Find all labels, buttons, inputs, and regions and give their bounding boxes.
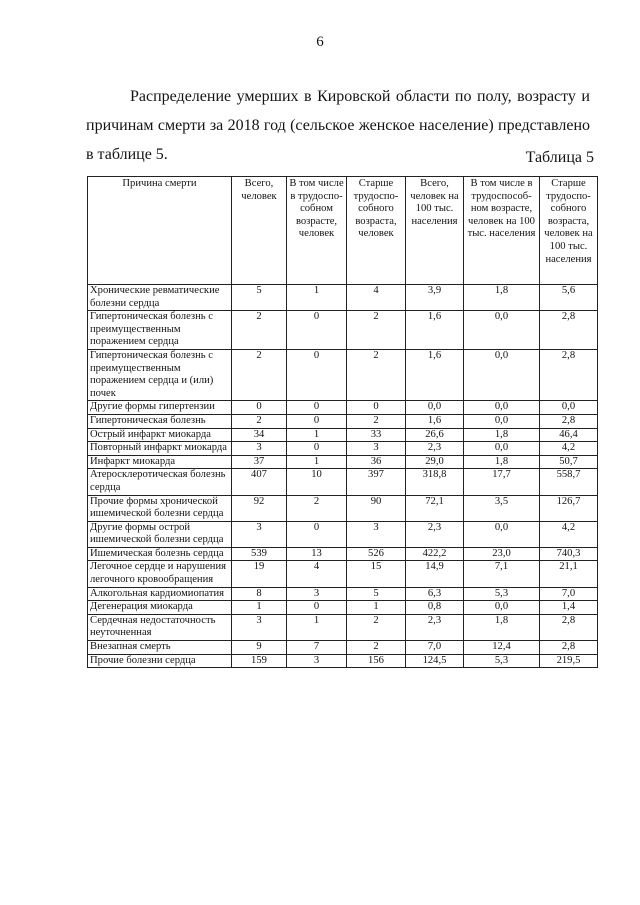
total-rate-cell: 3,9: [406, 285, 464, 311]
total-rate-cell: 26,6: [406, 428, 464, 442]
older-rate-cell: 1,4: [540, 601, 598, 615]
cause-cell: Алкогольная кардиомиопатия: [88, 587, 232, 601]
working-rate-cell: 1,8: [464, 455, 540, 469]
total-rate-cell: 2,3: [406, 442, 464, 456]
working-rate-cell: 0,0: [464, 401, 540, 415]
older-rate-cell: 2,8: [540, 349, 598, 400]
total-rate-cell: 14,9: [406, 561, 464, 587]
table-body: [88, 285, 598, 668]
working-rate-cell: 1,8: [464, 428, 540, 442]
working-rate-cell: 0,0: [464, 349, 540, 400]
working-cell: 0: [287, 401, 347, 415]
cause-cell: Другие формы острой ишемической болезни сердца: [88, 521, 232, 547]
working-cell: 0: [287, 442, 347, 456]
table-row: [88, 455, 598, 469]
total-cell: 2: [232, 349, 287, 400]
total-rate-cell: 29,0: [406, 455, 464, 469]
older-cell: 36: [347, 455, 406, 469]
working-rate-cell: 0,0: [464, 601, 540, 615]
intro-paragraph: Распределение умерших в Кировской области по полу, возрасту и причинам смерти за 2018 год (сельское женское население) представлено в таблице 5.: [86, 88, 590, 163]
older-rate-cell: 558,7: [540, 469, 598, 495]
cause-cell: Внезапная смерть: [88, 641, 232, 655]
older-cell: 526: [347, 547, 406, 561]
column-header-cause: Причина смерти: [88, 177, 232, 285]
cause-cell: Гипертоническая болезнь: [88, 414, 232, 428]
total-rate-cell: 2,3: [406, 614, 464, 640]
total-cell: 539: [232, 547, 287, 561]
total-cell: 3: [232, 442, 287, 456]
cause-cell: Сердечная недостаточность неуточненная: [88, 614, 232, 640]
total-cell: 3: [232, 614, 287, 640]
working-cell: 1: [287, 455, 347, 469]
page-number: 6: [316, 34, 324, 50]
older-cell: 2: [347, 349, 406, 400]
table-row: [88, 469, 598, 495]
working-rate-cell: 0,0: [464, 521, 540, 547]
older-cell: 1: [347, 601, 406, 615]
cause-cell: Легочное сердце и нарушения легочного кровообращения: [88, 561, 232, 587]
table-caption: Таблица 5: [525, 149, 594, 166]
working-rate-cell: 0,0: [464, 414, 540, 428]
table-row: [88, 561, 598, 587]
table-row: [88, 442, 598, 456]
table-row: [88, 641, 598, 655]
total-cell: 2: [232, 414, 287, 428]
cause-cell: Инфаркт миокарда: [88, 455, 232, 469]
column-header-total: Всего, человек: [232, 177, 287, 285]
working-rate-cell: 12,4: [464, 641, 540, 655]
total-cell: 9: [232, 641, 287, 655]
working-cell: 0: [287, 414, 347, 428]
working-cell: 0: [287, 311, 347, 350]
working-cell: 3: [287, 587, 347, 601]
working-rate-cell: 5,3: [464, 587, 540, 601]
working-cell: 0: [287, 521, 347, 547]
total-cell: 1: [232, 601, 287, 615]
working-rate-cell: 7,1: [464, 561, 540, 587]
working-rate-cell: 23,0: [464, 547, 540, 561]
older-cell: 90: [347, 495, 406, 521]
total-cell: 2: [232, 311, 287, 350]
working-cell: 1: [287, 614, 347, 640]
total-cell: 92: [232, 495, 287, 521]
table-row: [88, 285, 598, 311]
older-cell: 3: [347, 521, 406, 547]
table-row: [88, 587, 598, 601]
working-rate-cell: 5,3: [464, 654, 540, 668]
working-rate-cell: 3,5: [464, 495, 540, 521]
older-cell: 5: [347, 587, 406, 601]
total-cell: 407: [232, 469, 287, 495]
older-cell: 2: [347, 641, 406, 655]
mortality-table: [87, 176, 598, 668]
total-rate-cell: 318,8: [406, 469, 464, 495]
table-row: [88, 495, 598, 521]
older-rate-cell: 2,8: [540, 414, 598, 428]
column-header-older-rate: Старше трудоспо-собного возраста, человек на 100 тыс. населения: [540, 177, 598, 285]
total-rate-cell: 72,1: [406, 495, 464, 521]
older-cell: 2: [347, 311, 406, 350]
working-cell: 2: [287, 495, 347, 521]
table-row: [88, 521, 598, 547]
older-rate-cell: 2,8: [540, 311, 598, 350]
working-cell: 4: [287, 561, 347, 587]
older-rate-cell: 0,0: [540, 401, 598, 415]
cause-cell: Ишемическая болезнь сердца: [88, 547, 232, 561]
total-rate-cell: 1,6: [406, 311, 464, 350]
total-cell: 8: [232, 587, 287, 601]
older-rate-cell: 740,3: [540, 547, 598, 561]
working-rate-cell: 0,0: [464, 311, 540, 350]
total-cell: 159: [232, 654, 287, 668]
total-rate-cell: 2,3: [406, 521, 464, 547]
column-header-older: Старше трудоспо-собного возраста, человек: [347, 177, 406, 285]
total-cell: 19: [232, 561, 287, 587]
older-rate-cell: 126,7: [540, 495, 598, 521]
working-rate-cell: 1,8: [464, 285, 540, 311]
table-row: [88, 614, 598, 640]
table-row: [88, 654, 598, 668]
working-cell: 7: [287, 641, 347, 655]
working-cell: 1: [287, 285, 347, 311]
working-rate-cell: 1,8: [464, 614, 540, 640]
total-rate-cell: 6,3: [406, 587, 464, 601]
total-rate-cell: 0,0: [406, 401, 464, 415]
older-rate-cell: 7,0: [540, 587, 598, 601]
total-rate-cell: 1,6: [406, 414, 464, 428]
working-cell: 1: [287, 428, 347, 442]
cause-cell: Гипертоническая болезнь с преимущественным поражением сердца: [88, 311, 232, 350]
table-row: [88, 414, 598, 428]
older-rate-cell: 46,4: [540, 428, 598, 442]
older-rate-cell: 50,7: [540, 455, 598, 469]
total-rate-cell: 124,5: [406, 654, 464, 668]
older-cell: 156: [347, 654, 406, 668]
cause-cell: Другие формы гипертензии: [88, 401, 232, 415]
total-rate-cell: 1,6: [406, 349, 464, 400]
table-row: [88, 401, 598, 415]
table-row: [88, 547, 598, 561]
total-cell: 37: [232, 455, 287, 469]
older-rate-cell: 2,8: [540, 614, 598, 640]
column-header-working: В том числе в трудоспо-собном возрасте, человек: [287, 177, 347, 285]
older-cell: 4: [347, 285, 406, 311]
working-cell: 13: [287, 547, 347, 561]
older-cell: 33: [347, 428, 406, 442]
working-cell: 3: [287, 654, 347, 668]
total-cell: 0: [232, 401, 287, 415]
total-cell: 34: [232, 428, 287, 442]
older-rate-cell: 2,8: [540, 641, 598, 655]
column-header-total-rate: Всего, человек на 100 тыс. населения: [406, 177, 464, 285]
cause-cell: Повторный инфаркт миокарда: [88, 442, 232, 456]
working-cell: 0: [287, 349, 347, 400]
older-cell: 2: [347, 614, 406, 640]
cause-cell: Атеросклеротическая болезнь сердца: [88, 469, 232, 495]
table-row: [88, 601, 598, 615]
older-rate-cell: 4,2: [540, 442, 598, 456]
column-header-working-rate: В том числе в трудоспособ-ном возрасте, человек на 100 тыс. населения: [464, 177, 540, 285]
table-row: [88, 428, 598, 442]
older-cell: 3: [347, 442, 406, 456]
total-rate-cell: 0,8: [406, 601, 464, 615]
table-row: [88, 311, 598, 350]
older-rate-cell: 219,5: [540, 654, 598, 668]
cause-cell: Прочие болезни сердца: [88, 654, 232, 668]
cause-cell: Гипертоническая болезнь с преимущественным поражением сердца и (или) почек: [88, 349, 232, 400]
working-cell: 0: [287, 601, 347, 615]
older-rate-cell: 5,6: [540, 285, 598, 311]
cause-cell: Дегенерация миокарда: [88, 601, 232, 615]
cause-cell: Хронические ревматические болезни сердца: [88, 285, 232, 311]
total-cell: 5: [232, 285, 287, 311]
table-header-row: [88, 177, 598, 285]
older-rate-cell: 21,1: [540, 561, 598, 587]
table-row: [88, 349, 598, 400]
working-rate-cell: 0,0: [464, 442, 540, 456]
older-rate-cell: 4,2: [540, 521, 598, 547]
total-rate-cell: 7,0: [406, 641, 464, 655]
older-cell: 2: [347, 414, 406, 428]
total-cell: 3: [232, 521, 287, 547]
older-cell: 397: [347, 469, 406, 495]
working-rate-cell: 17,7: [464, 469, 540, 495]
cause-cell: Острый инфаркт миокарда: [88, 428, 232, 442]
older-cell: 0: [347, 401, 406, 415]
older-cell: 15: [347, 561, 406, 587]
total-rate-cell: 422,2: [406, 547, 464, 561]
working-cell: 10: [287, 469, 347, 495]
cause-cell: Прочие формы хронической ишемической болезни сердца: [88, 495, 232, 521]
